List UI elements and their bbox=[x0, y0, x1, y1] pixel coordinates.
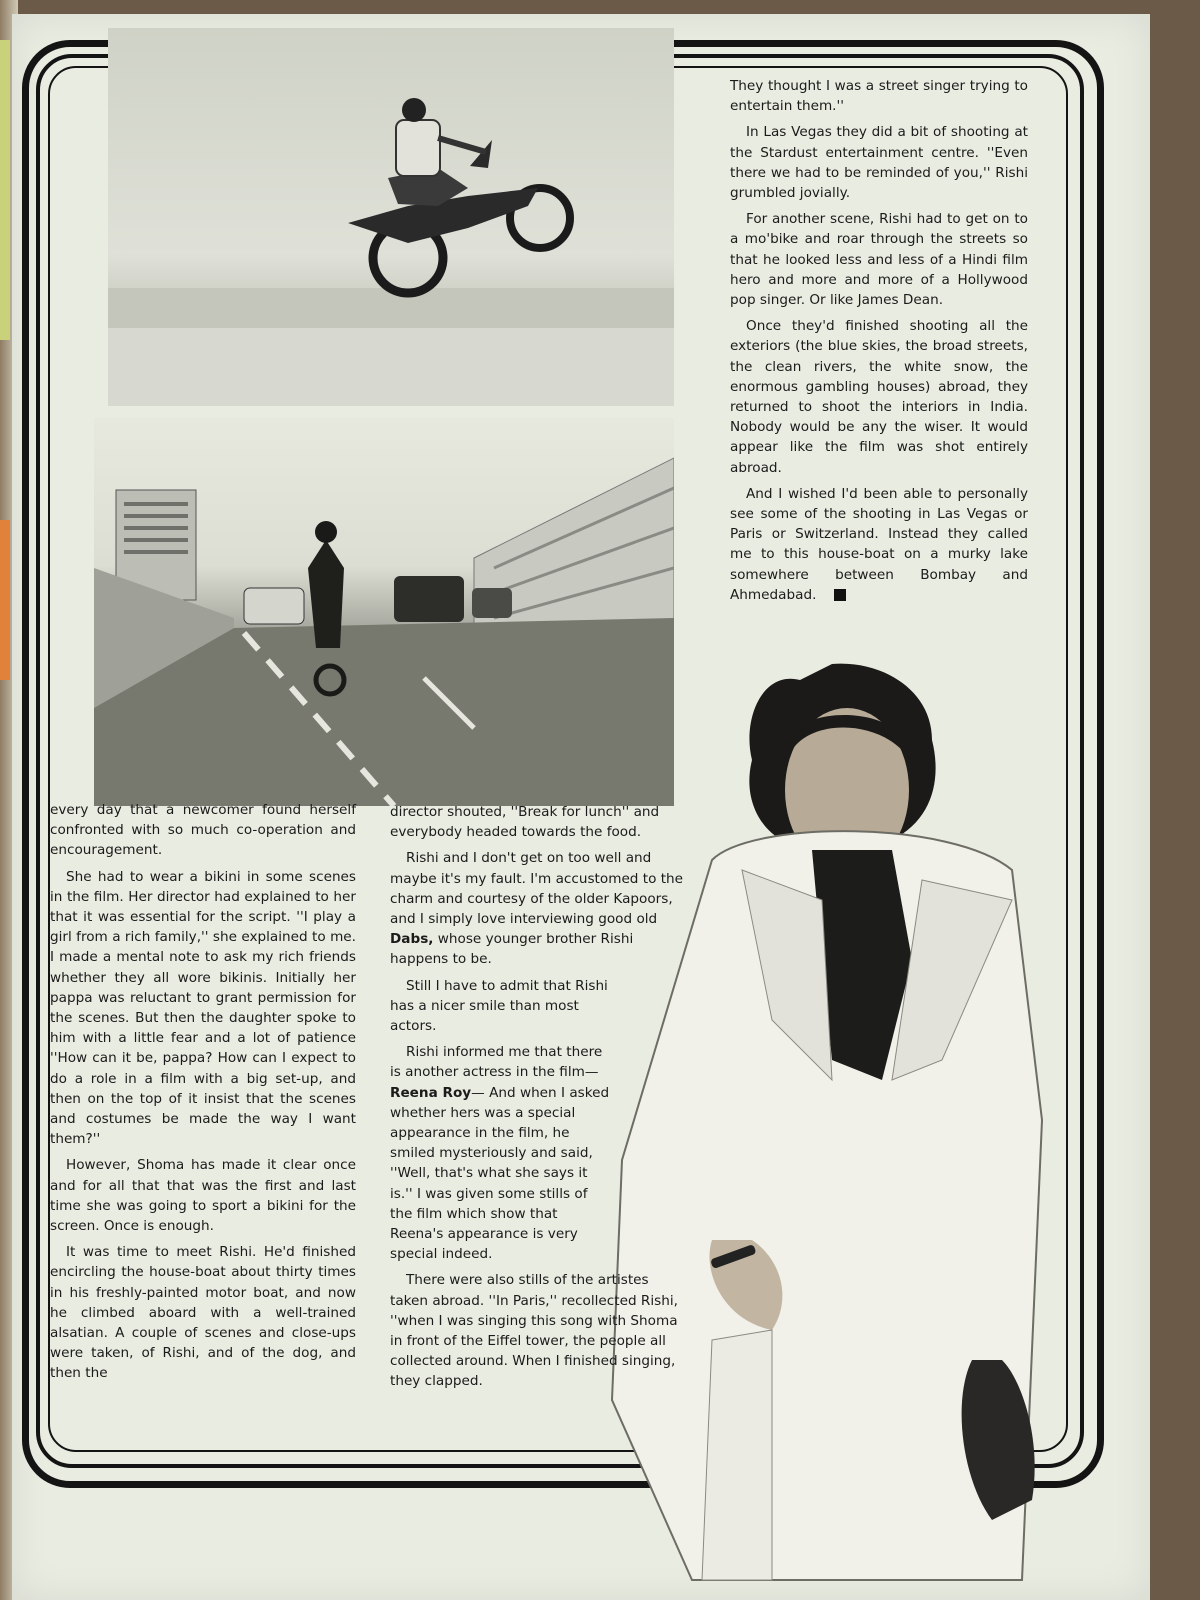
street-scene-illustration bbox=[94, 418, 674, 806]
motorbike-jump-photo bbox=[108, 28, 674, 406]
paragraph: In Las Vegas they did a bit of shooting at the Stardust entertainment centre. ''Even there we had to be reminded of you,'' Rishi grumbled jovially. bbox=[730, 124, 1028, 202]
paragraph: every day that a newcomer found herself confronted with so much co-operation and encouragement. bbox=[50, 802, 356, 859]
article-column-1 bbox=[50, 800, 356, 1390]
binding-stripe bbox=[0, 40, 10, 340]
paragraph-text: Rishi and I don't get on too well and maybe it's my fault. I'm accustomed to the charm and courtesy of the older Kapoors, and I simply love interviewing good old bbox=[390, 850, 684, 928]
paragraph-with-end-mark bbox=[730, 484, 1028, 605]
paragraph-text: — And when I asked whether hers was a special appearance in the film, he smiled mysteriously and said, ''Well, that's what she says it is.'' I was given some stills of the film which show that Reena's appearance is very special indeed. bbox=[390, 1084, 610, 1263]
end-of-article-mark bbox=[834, 589, 846, 601]
article-column-2 bbox=[390, 802, 702, 1398]
street-riding-photo bbox=[94, 418, 674, 806]
paragraph-text: Rishi informed me that there is another actress in the film— bbox=[390, 1044, 603, 1081]
paragraph: Once they'd finished shooting all the exteriors (the blue skies, the broad streets, the clean rivers, the white snow, the enormous gambling houses) abroad, they returned to shoot the interiors in India. Nobody would be any the wiser. It would appear like the film was shot entirely abroad. bbox=[730, 318, 1028, 476]
paragraph: For another scene, Rishi had to get on to a mo'bike and roar through the streets so that he looked less and less of a Hindi film hero and more and more of a Hollywood pop singer. Or like James Dean. bbox=[730, 211, 1028, 309]
paragraph: They thought I was a street singer trying to entertain them.'' bbox=[730, 78, 1028, 115]
paragraph: However, Shoma has made it clear once and for all that that was the first and last time she was going to sport a bikini for the screen. Once is enough. bbox=[50, 1157, 356, 1235]
paragraph: There were also stills of the artistes taken abroad. ''In Paris,'' recollected Rishi, ''when I was singing this song with Shoma in front of the Eiffel tower, the people all collected around. When I finished singing, they clapped. bbox=[390, 1272, 678, 1390]
paragraph-text: And I wished I'd been able to personally see some of the shooting in Las Vegas or Paris or Switzerland. Instead they called me to this house-boat on a murky lake somewhere between Bombay and Ahmedabad. bbox=[730, 485, 1028, 603]
paragraph bbox=[390, 1042, 612, 1264]
paragraph: She had to wear a bikini in some scenes in the film. Her director had explained to her that it was essential for the script. ''I play a girl from a rich family,'' she explained to me. I made a mental note to ask my rich friends whether they all wore bikinis. Initially her pappa was reluctant to grant permission for the scenes. But then the daughter spoke to him with a little fear and a lot of patience ''How can it be, pappa? How can I expect to do a role in a film with a big set-up, and then on the top of it insist that the scenes and costumes be made the way I want them?'' bbox=[50, 868, 356, 1148]
paragraph-text: whose younger brother Rishi happens to be. bbox=[390, 931, 634, 968]
bold-name: Reena Roy bbox=[390, 1084, 472, 1101]
paragraph bbox=[390, 848, 690, 969]
paragraph: Still I have to admit that Rishi has a nicer smile than most actors. bbox=[390, 977, 608, 1035]
binding-stripe bbox=[0, 520, 10, 680]
bold-name: Dabs, bbox=[390, 931, 434, 948]
paragraph: It was time to meet Rishi. He'd finished encircling the house-boat about thirty times in his freshly-painted motor boat, and now he climbed aboard with a well-trained alsatian. A couple of scenes and close-ups were taken, of Rishi, and of the dog, and then the bbox=[50, 1244, 356, 1382]
paragraph: director shouted, ''Break for lunch'' and everybody headed towards the food. bbox=[390, 804, 660, 841]
motorbike-jump-illustration bbox=[108, 28, 674, 406]
article-column-right bbox=[730, 76, 1028, 611]
